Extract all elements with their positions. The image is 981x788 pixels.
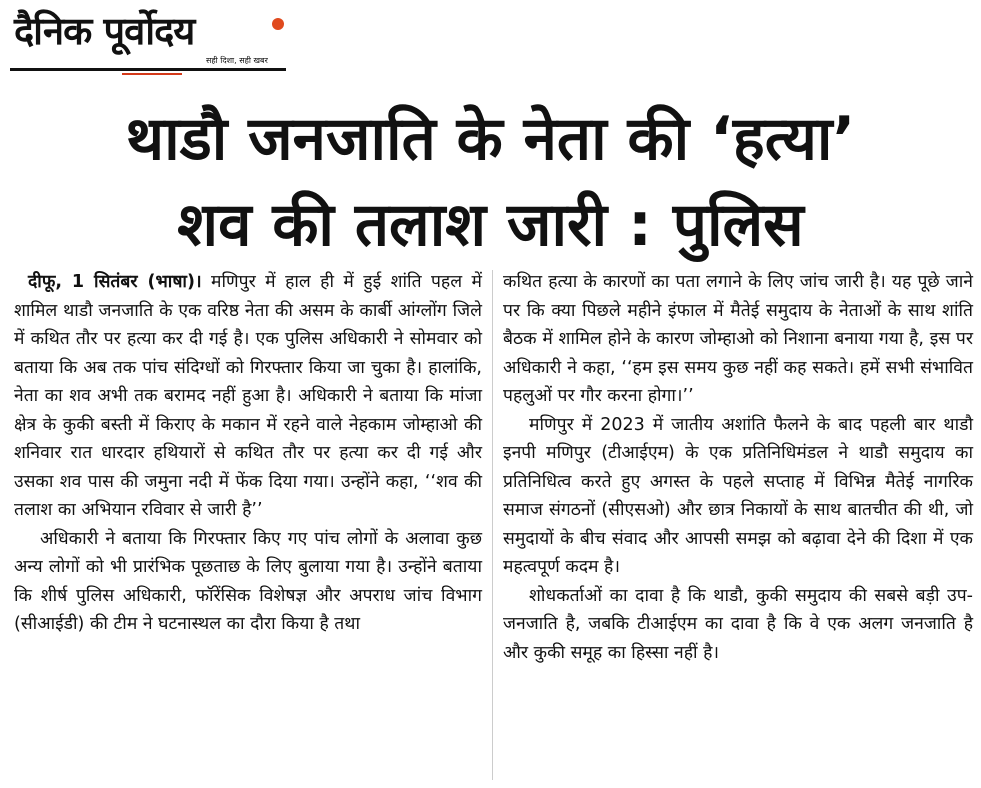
article-paragraph: अधिकारी ने बताया कि गिरफ्तार किए गए पांच लोगों के अलावा कुछ अन्य लोगों को भी प्रारंभिक पूछताछ के लिए बुलाया गया है। उन्होंने बताया कि शीर्ष पुलिस अधिकारी, फॉरेंसिक विशेषज्ञ और अपराध जांच विभाग (सीआईडी) की टीम ने घटनास्थल का दौरा किया है तथा [14, 528, 482, 634]
masthead-logo-dot [272, 18, 284, 30]
article-paragraph: कथित हत्या के कारणों का पता लगाने के लिए जांच जारी है। यह पूछे जाने पर कि क्या पिछले महीने इंफाल में मैतेई समुदाय के नेताओं के साथ शांति बैठक में शामिल होने के कारण जोम्हाओ को निशाना बनाया गया है, इस पर अधिकारी ने कहा, ‘‘हम इस समय कुछ नहीं कह सकते। हमें सभी संभावित पहलुओं पर गौर करना होगा।’’ [503, 272, 973, 406]
dateline: दीफू, 1 सितंबर (भाषा)। [28, 272, 202, 292]
masthead-logo: दैनिक पूर्वोदय [14, 9, 195, 53]
article-column-right [503, 268, 973, 667]
headline [0, 96, 981, 268]
headline-line-1: थाडौ जनजाति के नेता की ‘हत्या’ [125, 104, 856, 174]
paragraph-text: मणिपुर में हाल ही में हुई शांति पहल में शामिल थाडौ जनजाति के एक वरिष्ठ नेता की असम के कार्बी आंग्लोंग जिले में कथित तौर पर हत्या कर दी गई है। एक पुलिस अधिकारी ने सोमवार को बताया कि अब तक पांच संदिग्धों को गिरफ्तार किया जा चुका है। हालांकि, नेता का शव अभी तक बरामद नहीं हुआ है। अधिकारी ने बताया कि मांजा क्षेत्र के कुकी बस्ती में किराए के मकान में रहने वाले नेहकाम जोम्हाओ की शनिवार रात धारदार हथियारों से कथित तौर पर हत्या कर दी गई और उसका शव पास की जमुना नदी में फेंक दिया गया। उन्होंने कहा, ‘‘शव की तलाश का अभियान रविवार से जारी है’’ [14, 272, 482, 520]
masthead [10, 6, 286, 72]
article-paragraph: मणिपुर में 2023 में जातीय अशांति फैलने के बाद पहली बार थाडौ इनपी मणिपुर (टीआईएम) के एक प्रतिनिधिमंडल ने थाडौ समुदाय का प्रतिनिधित्व करते हुए अगस्त के पहले सप्ताह में विभिन्न मैतेई नागरिक समाज संगठनों (सीएसओ) और छात्र निकायों के साथ बातचीत की थी, जो समुदायों के बीच संवाद और आपसी समझ को बढ़ावा देने की दिशा में एक महत्वपूर्ण कदम है। [503, 414, 973, 577]
article-paragraph [14, 268, 482, 525]
column-divider [492, 270, 493, 780]
masthead-accent-rule [122, 73, 182, 75]
masthead-rule [10, 68, 286, 71]
masthead-tagline: सही दिशा, सही खबर [206, 56, 268, 65]
article-paragraph: शोधकर्ताओं का दावा है कि थाडौ, कुकी समुदाय की सबसे बड़ी उप-जनजाति है, जबकि टीआईएम का दावा है कि वे एक अलग जनजाति है और कुकी समूह का हिस्सा नहीं है। [503, 585, 973, 663]
article-column-left [14, 268, 482, 639]
headline-line-2: शव की तलाश जारी : पुलिस [177, 190, 804, 260]
